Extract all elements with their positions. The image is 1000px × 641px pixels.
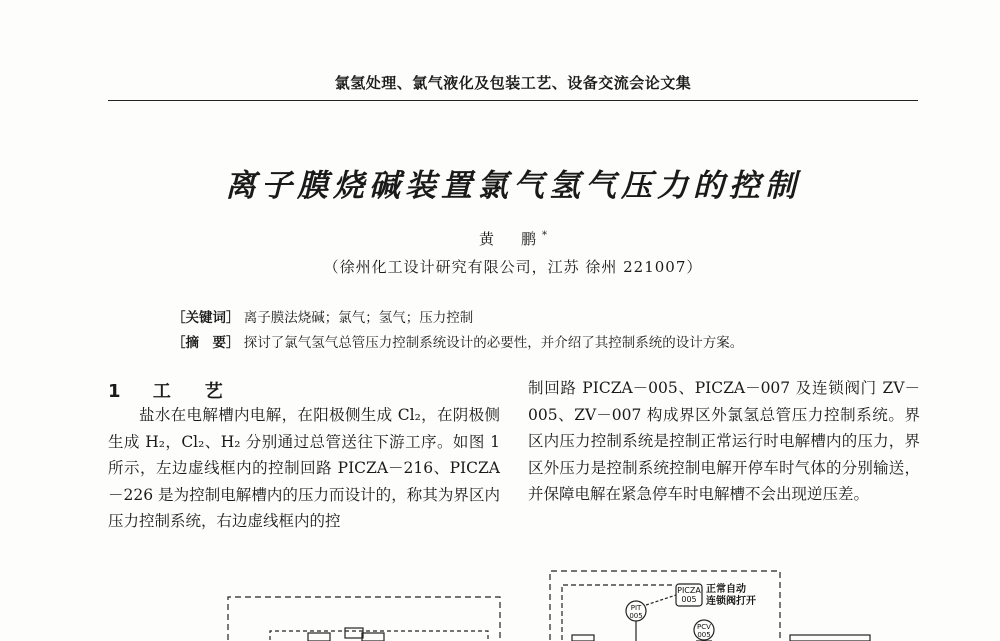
keywords-line	[172, 306, 473, 326]
left-instrument-box-a	[308, 633, 330, 641]
section-number: 1	[108, 381, 129, 402]
picza-tag-number: 005	[681, 595, 697, 604]
inner-dashed-frame	[270, 631, 488, 640]
pcv-tag-number: 005	[697, 631, 711, 639]
pcv-tag-label: PCV	[697, 623, 711, 631]
note-line-2: 连锁阀打开	[706, 596, 756, 607]
abstract-text: 探讨了氯气氢气总管压力控制系统设计的必要性，并介绍了其控制系统的设计方案。	[243, 335, 744, 351]
section-heading	[108, 377, 231, 403]
keywords-text: 离子膜法烧碱；氯气；氢气；压力控制	[243, 310, 474, 326]
keywords-tag: ［关键词］	[172, 310, 240, 326]
author-name: 黄 鹏	[478, 230, 542, 248]
article-title: 离子膜烧碱装置氯气氢气压力的控制	[225, 168, 801, 204]
valve-box	[572, 635, 594, 641]
body-paragraph-left: 盐水在电解槽内电解，在阳极侧生成 Cl₂，在阴极侧生成 H₂，Cl₂、H₂ 分别通过总管送往下游工序。如图 1 所示，左边虚线框内的控制回路 PICZA－216、PICZA－226 是为控制电解槽内的压力而设计的，称其为界区内压力控制系统，右边虚线框内的控	[108, 406, 500, 530]
left-instrument-box-b	[345, 628, 363, 638]
author-line	[108, 228, 918, 249]
body-paragraph-right: 制回路 PICZA－005、PICZA－007 及连锁阀门 ZV－005、ZV－007 构成界区外氯氢总管压力控制系统。界区内压力控制系统是控制正常运行时电解槽内的压力，界区外压力是控制系统控制电解开停车时气体的分别输送，并保障电解在紧急停车时电解槽不会出现逆压差。	[528, 379, 920, 503]
section-title: 工 艺	[152, 381, 231, 402]
right-inner-dashed-line	[562, 585, 672, 640]
note-line-1: 正常自动	[706, 584, 746, 595]
pit-to-picza-line	[646, 595, 676, 605]
pit-tag-number: 005	[629, 612, 643, 620]
downstream-box	[790, 635, 870, 641]
running-header: 氯氢处理、氯气液化及包装工艺、设备交流会论文集	[334, 74, 692, 92]
abstract-line	[172, 331, 743, 351]
pit-tag-label: PIT	[630, 604, 642, 612]
abstract-tag: ［摘 要］	[172, 335, 240, 351]
right-column	[528, 375, 920, 508]
left-column	[108, 402, 500, 535]
left-instrument-box-c	[362, 633, 384, 641]
author-footnote-mark: *	[542, 230, 547, 241]
header-rule	[108, 100, 918, 101]
author-affiliation: （徐州化工设计研究有限公司，江苏 徐州 221007）	[323, 258, 703, 276]
picza-tag-label: PICZA	[677, 586, 701, 595]
process-diagram-figure	[0, 555, 1000, 641]
